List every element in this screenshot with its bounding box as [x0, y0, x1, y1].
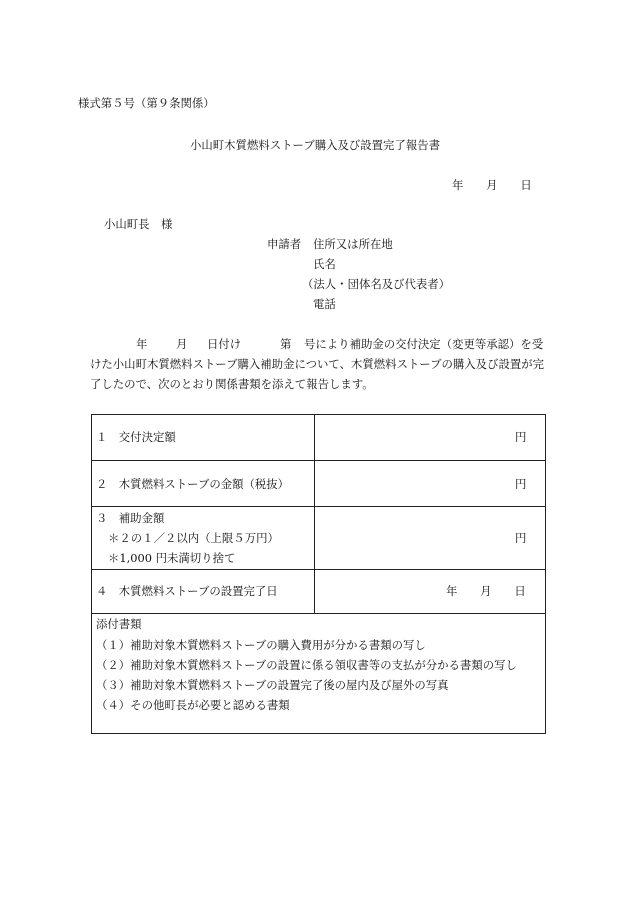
attachment-item: （１）補助対象木質燃料ストーブの購入費用が分かる書類の写し [96, 638, 426, 652]
subsidy-amount-note-rate: ＊２の１／２以内（上限５万円） [108, 531, 279, 545]
subsidy-amount-label: ３ 補助金額 [96, 511, 165, 525]
body-month: 月 [176, 337, 188, 351]
completion-date-label-cell [92, 570, 315, 613]
attachments-cell [92, 614, 545, 733]
decision-amount-label: １ 交付決定額 [96, 430, 176, 444]
address-label: 住所又は所在地 [313, 237, 393, 251]
body-day-suffix: 日付け [207, 337, 242, 351]
body-year: 年 [136, 337, 148, 351]
applicant-label: 申請者 [267, 237, 302, 251]
decision-amount-value-cell [315, 415, 545, 460]
table-row-subsidy-amount [92, 506, 545, 569]
subsidy-amount-value-cell [315, 507, 545, 569]
stove-price-value-cell [315, 461, 545, 506]
phone-label: 電話 [313, 297, 336, 311]
name-note: （法人・団体名及び代表者） [302, 277, 451, 291]
body-line1-text: 号により補助金の交付決定（変更等承認）を受 [304, 337, 544, 351]
addressee: 小山町長 様 [104, 217, 173, 231]
stove-price-unit: 円 [515, 477, 527, 491]
attachment-item: （４）その他町長が必要と認める書類 [96, 698, 290, 712]
completion-date-value: 年 月 日 [446, 584, 526, 598]
subsidy-amount-unit: 円 [515, 531, 527, 545]
decision-amount-label-cell [92, 415, 315, 460]
decision-amount-unit: 円 [515, 430, 527, 444]
stove-price-label: ２ 木質燃料ストーブの金額（税抜） [96, 477, 290, 491]
body-number-prefix: 第 [280, 337, 292, 351]
body-line3: 了したので、次のとおり関係書類を添えて報告します。 [90, 377, 374, 391]
report-date: 年 月 日 [452, 178, 532, 192]
completion-date-value-cell [315, 570, 545, 613]
name-label: 氏名 [313, 257, 336, 271]
subsidy-amount-note-rounding: ＊1,000 円未満切り捨て [108, 551, 236, 565]
stove-price-label-cell [92, 461, 315, 506]
attachment-item: （３）補助対象木質燃料ストーブの設置完了後の屋内及び屋外の写真 [96, 678, 449, 692]
table-row-stove-price [92, 460, 545, 506]
report-table [91, 414, 546, 734]
attachment-item: （２）補助対象木質燃料ストーブの設置に係る領収書等の支払が分かる書類の写し [96, 658, 517, 672]
completion-date-label: ４ 木質燃料ストーブの設置完了日 [96, 584, 278, 598]
form-number: 様式第５号（第９条関係） [78, 96, 215, 110]
table-row-decision-amount [92, 415, 545, 460]
table-row-completion-date [92, 569, 545, 613]
document-title: 小山町木質燃料ストーブ購入及び設置完了報告書 [189, 138, 441, 152]
table-row-attachments [92, 613, 545, 733]
attachments-heading: 添付書類 [96, 617, 142, 631]
subsidy-amount-label-cell [92, 507, 315, 569]
body-line2: けた小山町木質燃料ストーブ購入補助金について、木質燃料ストーブの購入及び設置が完 [90, 357, 545, 371]
